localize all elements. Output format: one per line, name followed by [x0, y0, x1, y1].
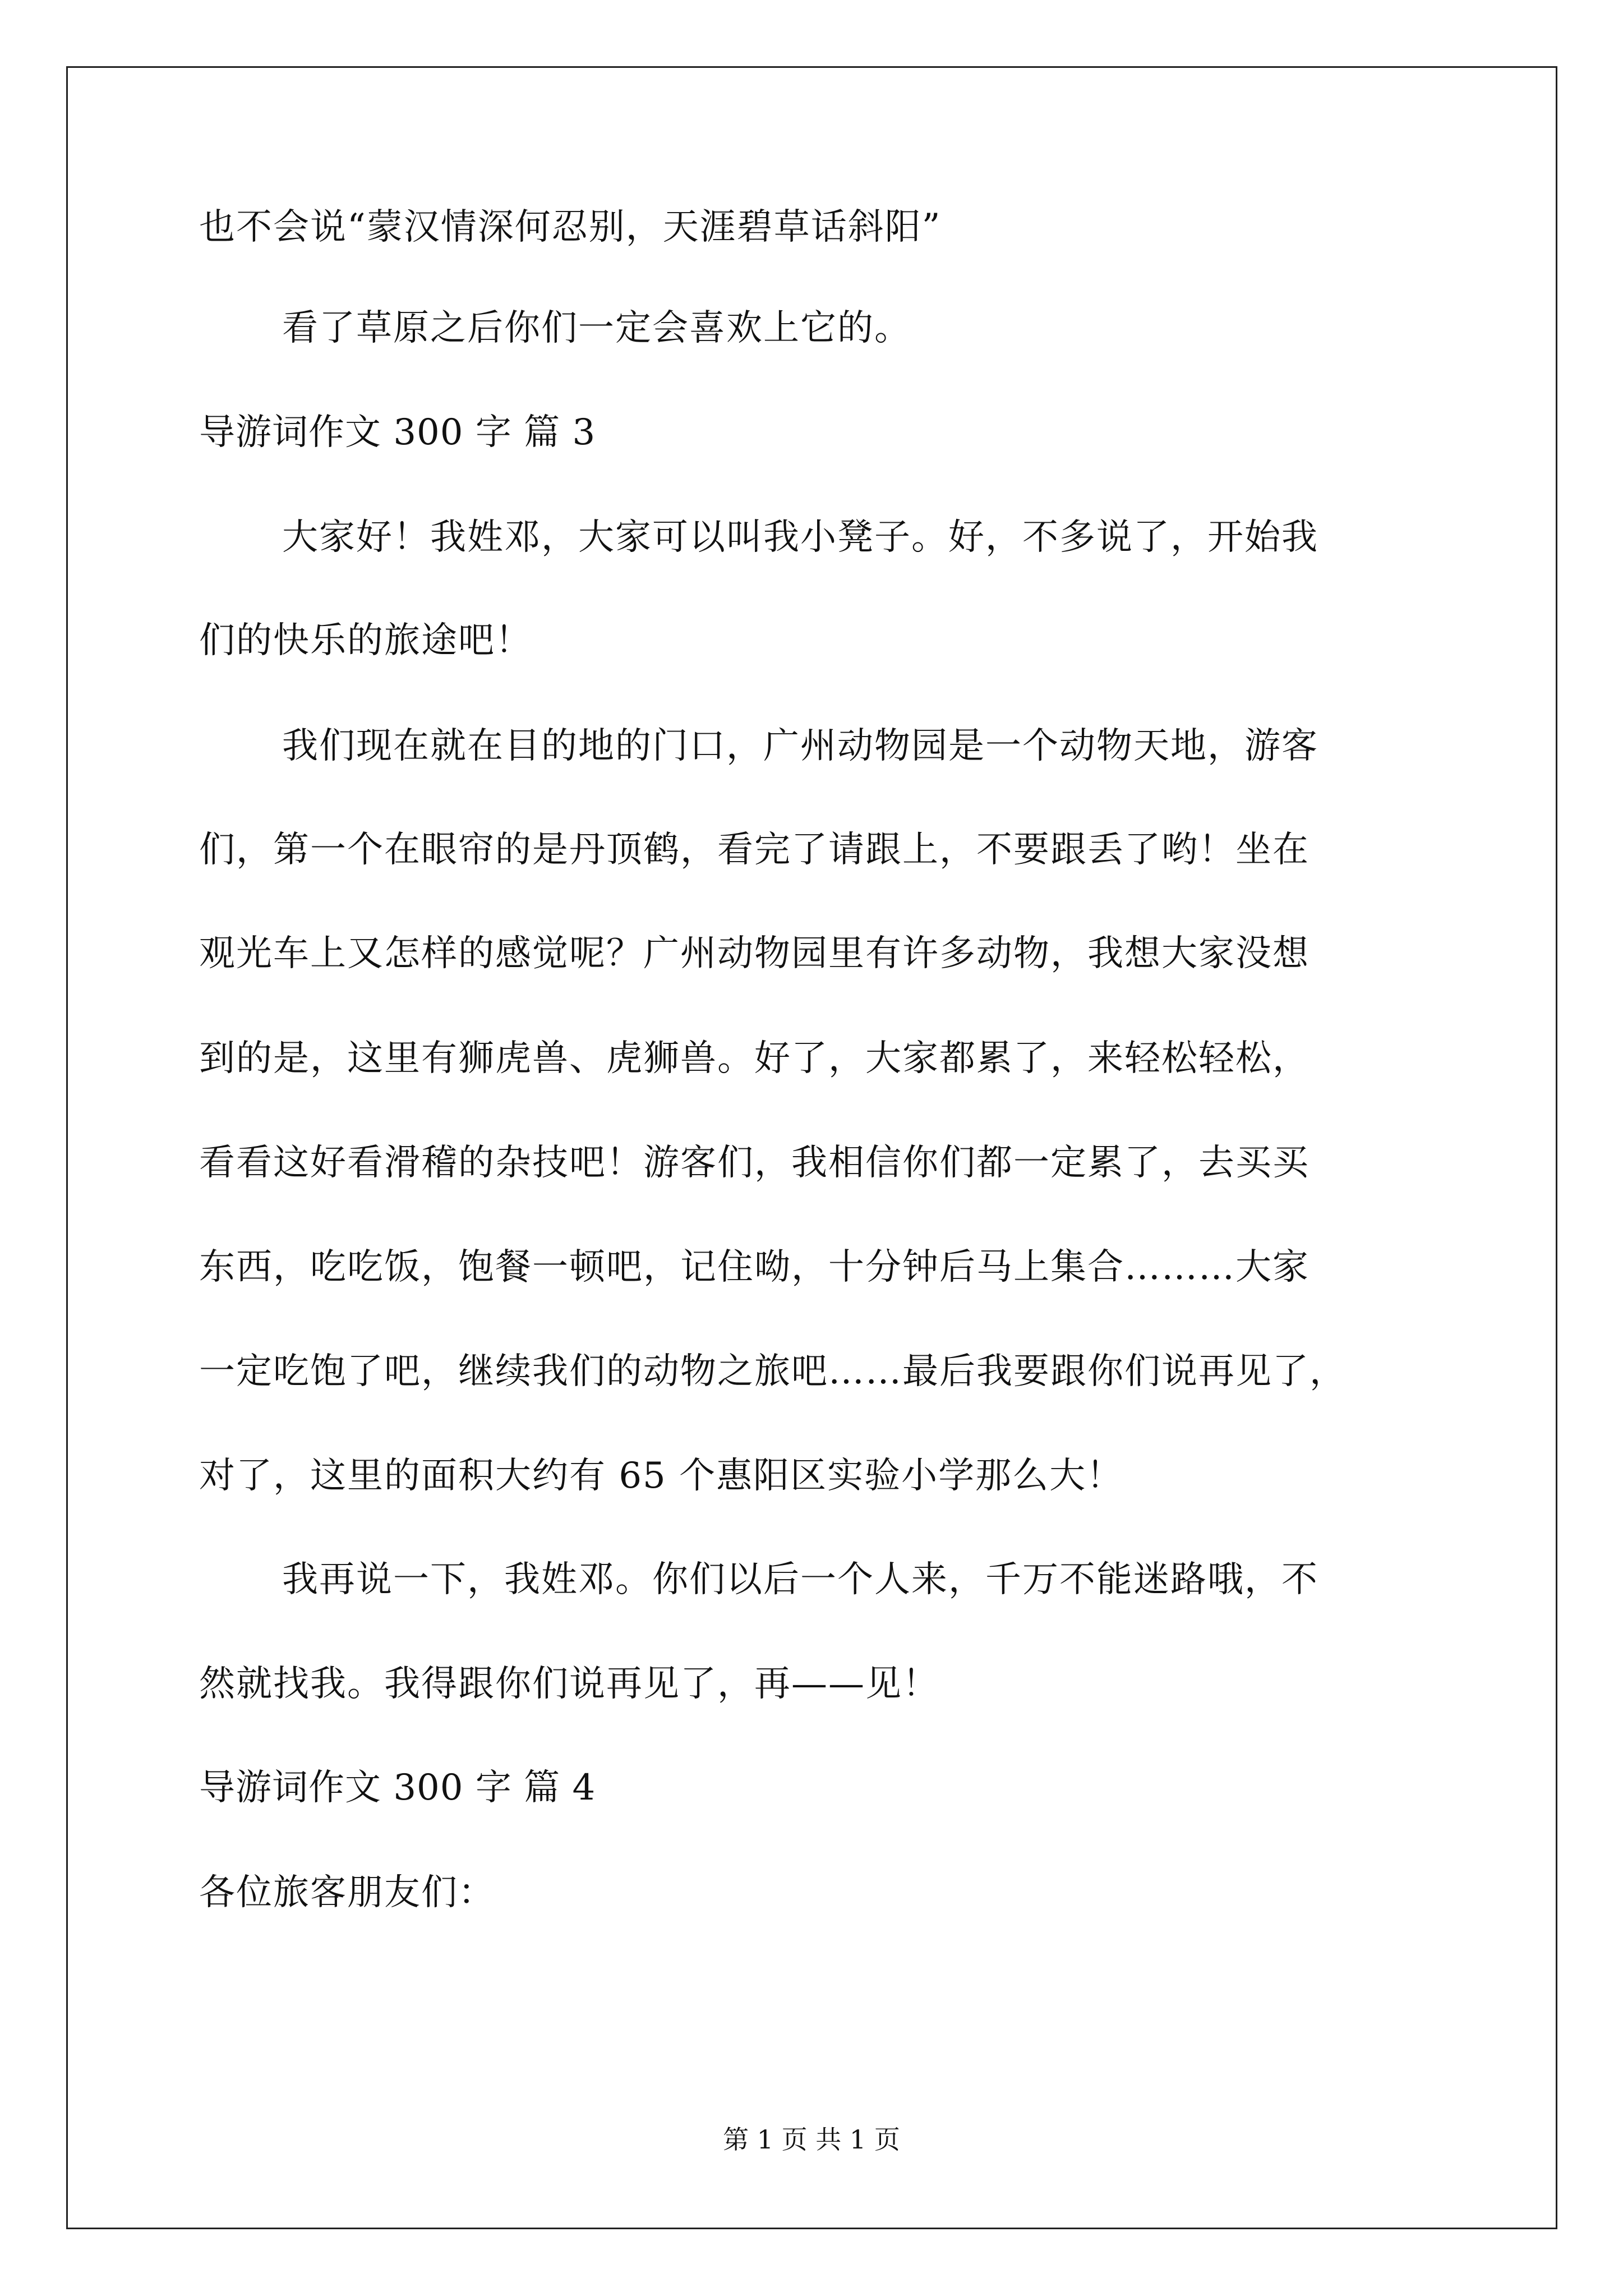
paragraph-line: 一定吃饱了吧，继续我们的动物之旅吧……最后我要跟你们说再见了， — [199, 1351, 1347, 1392]
paragraph-line: 我们现在就在目的地的门口，广州动物园是一个动物天地，游客 — [282, 725, 1318, 767]
paragraph-line: 我再说一下，我姓邓。你们以后一个人来，千万不能迷路哦，不 — [282, 1559, 1318, 1600]
paragraph-line: 看了草原之后你们一定会喜欢上它的。 — [282, 307, 911, 349]
section-heading: 导游词作文 300 字 篇 3 — [199, 412, 596, 453]
paragraph-line: 到的是，这里有狮虎兽、虎狮兽。好了，大家都累了，来轻松轻松， — [199, 1038, 1310, 1079]
text-line: 各位旅客朋友们： — [199, 1872, 495, 1913]
paragraph-line: 们的快乐的旅途吧！ — [199, 620, 532, 661]
paragraph-line: 大家好！我姓邓，大家可以叫我小凳子。好，不多说了，开始我 — [282, 517, 1318, 558]
paragraph-line: 观光车上又怎样的感觉呢？广州动物园里有许多动物，我想大家没想 — [199, 933, 1310, 974]
section-heading: 导游词作文 300 字 篇 4 — [199, 1767, 596, 1809]
text-line: 也不会说“蒙汉情深何忍别，天涯碧草话斜阳” — [199, 206, 942, 248]
paragraph-line: 东西，吃吃饭，饱餐一顿吧，记住呦，十分钟后马上集合………大家 — [199, 1246, 1310, 1288]
paragraph-line: 们，第一个在眼帘的是丹顶鹤，看完了请跟上，不要跟丢了哟！坐在 — [199, 829, 1310, 871]
paragraph-line: 然就找我。我得跟你们说再见了，再——见！ — [199, 1663, 939, 1705]
page-number-footer: 第 1 页 共 1 页 — [723, 2124, 900, 2155]
paragraph-line: 看看这好看滑稽的杂技吧！游客们，我相信你们都一定累了，去买买 — [199, 1142, 1310, 1184]
paragraph-line: 对了，这里的面积大约有 65 个惠阳区实验小学那么大！ — [199, 1455, 1124, 1497]
